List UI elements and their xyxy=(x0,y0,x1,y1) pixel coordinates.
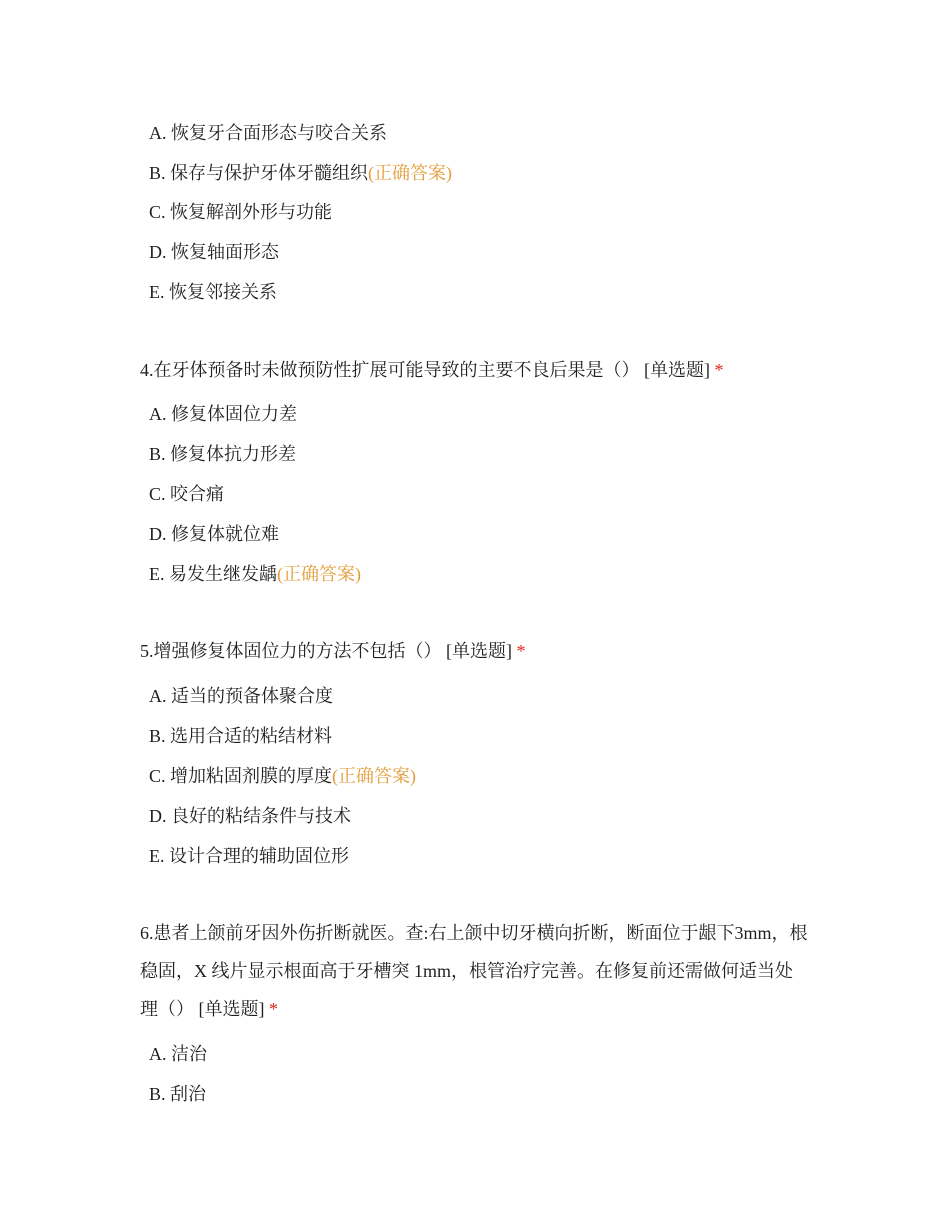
q3-option-c xyxy=(149,200,332,224)
option-label: B. 刮治 xyxy=(149,1084,207,1104)
q3-option-d xyxy=(149,240,279,264)
q4-option-d xyxy=(149,522,279,546)
q3-option-b xyxy=(149,161,452,185)
q5-option-a xyxy=(149,684,333,708)
option-label: E. 易发生继发龋 xyxy=(149,564,277,584)
q5-option-c xyxy=(149,764,416,788)
option-label: B. 选用合适的粘结材料 xyxy=(149,726,333,746)
correct-answer-tag: (正确答案) xyxy=(368,163,453,183)
q6-option-a xyxy=(149,1042,207,1066)
question-text: 5.增强修复体固位力的方法不包括（） [单选题] xyxy=(140,641,512,661)
q4-option-e xyxy=(149,562,361,586)
option-label: C. 恢复解剖外形与功能 xyxy=(149,202,333,222)
option-label: D. 良好的粘结条件与技术 xyxy=(149,806,351,826)
question-text: 6.患者上颌前牙因外伤折断就医。查:右上颌中切牙横向折断，断面位于龈下3mm，根稳固，X 线片显示根面高于牙槽突 1mm，根管治疗完善。在修复前还需做何适当处理（） [单选题] xyxy=(140,923,808,1019)
q6-option-b xyxy=(149,1082,206,1106)
correct-answer-tag: (正确答案) xyxy=(332,766,417,786)
q4-option-a xyxy=(149,402,297,426)
option-label: C. 咬合痛 xyxy=(149,484,225,504)
required-mark: * xyxy=(714,360,724,380)
option-label: A. 恢复牙合面形态与咬合关系 xyxy=(149,123,387,143)
q5-option-d xyxy=(149,804,351,828)
question-4-title xyxy=(140,351,820,389)
correct-answer-tag: (正确答案) xyxy=(277,564,361,584)
q4-option-c xyxy=(149,482,224,506)
required-mark: * xyxy=(269,999,278,1019)
option-label: A. 洁治 xyxy=(149,1044,207,1064)
q5-option-e xyxy=(149,844,349,868)
option-label: E. 恢复邻接关系 xyxy=(149,282,277,302)
option-label: A. 修复体固位力差 xyxy=(149,404,297,424)
q3-option-a xyxy=(149,121,387,145)
q3-option-e xyxy=(149,280,277,304)
option-label: D. 修复体就位难 xyxy=(149,524,279,544)
question-text: 4.在牙体预备时未做预防性扩展可能导致的主要不良后果是（） [单选题] xyxy=(140,360,710,380)
option-label: A. 适当的预备体聚合度 xyxy=(149,686,333,706)
option-label: E. 设计合理的辅助固位形 xyxy=(149,846,349,866)
question-6-title xyxy=(140,914,810,1028)
q4-option-b xyxy=(149,442,296,466)
option-label: B. 保存与保护牙体牙髓组织 xyxy=(149,163,369,183)
option-label: D. 恢复轴面形态 xyxy=(149,242,279,262)
q5-option-b xyxy=(149,724,332,748)
question-5-title xyxy=(140,632,820,670)
option-label: B. 修复体抗力形差 xyxy=(149,444,297,464)
required-mark: * xyxy=(516,641,526,661)
option-label: C. 增加粘固剂膜的厚度 xyxy=(149,766,333,786)
